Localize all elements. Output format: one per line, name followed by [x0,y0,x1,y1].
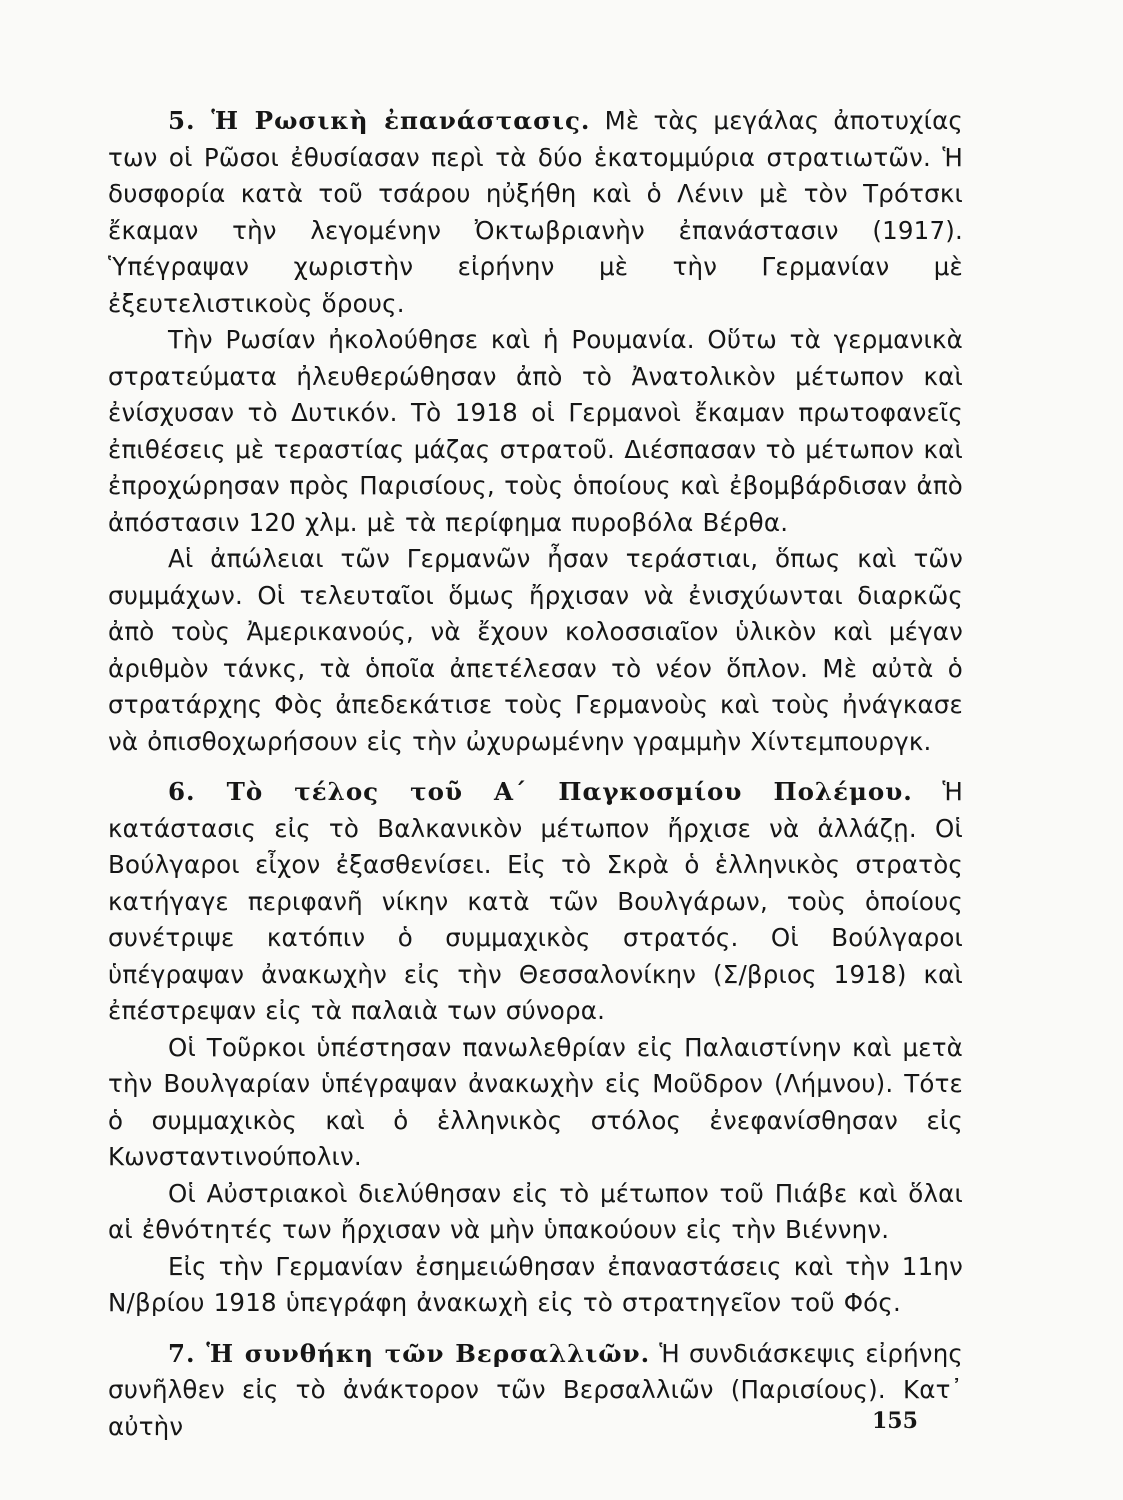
section-7-paragraph-1 [108,1336,963,1446]
section-7-heading: 7. Ἡ συνθήκη τῶν Βερσαλλιῶν. [168,1338,651,1368]
section-russian-revolution [108,103,963,760]
section-6-text-1: Ἡ κατάστασις εἰς τὸ Βαλκανικὸν μέτωπον ἤρχισε νὰ ἀλλάζῃ. Οἱ Βούλγαροι εἶχον ἐξασθενίσει. Εἰς τὸ Σκρὰ ὁ ἑλληνικὸς στρατὸς κατήγαγε περιφανῆ νίκην κατὰ τῶν Βουλγάρων, τοὺς ὁποίους συνέτριψε κατόπιν ὁ συμμαχικὸς στρατός. Οἱ Βούλγαροι ὑπέγραψαν ἀνακωχὴν εἰς τὴν Θεσσαλονίκην (Σ/βριος 1918) καὶ ἐπέστρεψαν εἰς τὰ παλαιὰ των σύνορα. [108,777,963,1025]
section-6-paragraph-3: Οἱ Αὐστριακοὶ διελύθησαν εἰς τὸ μέτωπον τοῦ Πιάβε καὶ ὅλαι αἱ ἐθνότητές των ἤρχισαν νὰ μὴν ὑπακούουν εἰς τὴν Βιέννην. [108,1178,963,1244]
section-6-heading: 6. Τὸ τέλος τοῦ Α΄ Παγκοσμίου Πολέμου. [168,777,913,806]
section-5-heading: 5. Ἡ Ρωσικὴ ἐπανάστασις. [168,106,591,135]
section-5-text-1: Μὲ τὰς μεγάλας ἀποτυχίας των οἱ Ρῶσοι ἐθυσίασαν περὶ τὰ δύο ἑκατομμύρια στρατιωτῶν. Ἡ δυσφορία κατὰ τοῦ τσάρου ηὐξήθη καὶ ὁ Λένιν μὲ τὸν Τρότσκι ἔκαμαν τὴν λεγομένην Ὀκτωβριανὴν ἐπανάστασιν (1917). Ὑπέγραψαν χωριστὴν εἰρήνην μὲ τὴν Γερμανίαν μὲ ἐξευτελιστικοὺς ὅρους. [108,106,964,318]
section-5-paragraph-2: Τὴν Ρωσίαν ἠκολούθησε καὶ ἡ Ρουμανία. Οὕτω τὰ γερμανικὰ στρατεύματα ἠλευθερώθησαν ἀπὸ τὸ Ἀνατολικὸν μέτωπον καὶ ἐνίσχυσαν τὸ Δυτικόν. Τὸ 1918 οἱ Γερμανοὶ ἔκαμαν πρωτοφανεῖς ἐπιθέσεις μὲ τεραστίας μάζας στρατοῦ. Διέσπασαν τὸ μέτωπον καὶ ἐπροχώρησαν πρὸς Παρισίους, τοὺς ὁποίους καὶ ἐβομβάρδισαν ἀπὸ ἀπόστασιν 120 χλμ. μὲ τὰ περίφημα πυροβόλα Βέρθα. [108,325,963,537]
page-number: 155 [872,1408,918,1434]
section-6-paragraph-2: Οἱ Τοῦρκοι ὑπέστησαν πανωλεθρίαν εἰς Παλαιστίνην καὶ μετὰ τὴν Βουλγαρίαν ὑπέγραψαν ἀνακωχὴν εἰς Μοῦδρον (Λήμνου). Τότε ὁ συμμαχικὸς καὶ ὁ ἑλληνικὸς στόλος ἐνεφανίσθησαν εἰς Κωνσταντινούπολιν. [108,1032,963,1171]
section-5-paragraph-1 [108,103,963,322]
section-6-paragraph-1 [108,774,963,1030]
section-5-paragraph-3: Αἱ ἀπώλειαι τῶν Γερμανῶν ἦσαν τεράστιαι, ὅπως καὶ τῶν συμμάχων. Οἱ τελευταῖοι ὅμως ἤρχισαν νὰ ἐνισχύωνται διαρκῶς ἀπὸ τοὺς Ἀμερικανούς, νὰ ἔχουν κολοσσιαῖον ὑλικὸν καὶ μέγαν ἀριθμὸν τάνκς, τὰ ὁποῖα ἀπετέλεσαν τὸ νέον ὅπλον. Μὲ αὐτὰ ὁ στρατάρχης Φὸς ἀπεδεκάτισε τοὺς Γερμανοὺς καὶ τοὺς ἠνάγκασε νὰ ὀπισθοχωρήσουν εἰς τὴν ὠχυρωμένην γραμμὴν Χίντεμπουργκ. [108,544,963,756]
section-end-of-war [108,774,963,1322]
section-7-text-1: Ἡ συνδιάσκεψις εἰρήνης συνῆλθεν εἰς τὸ ἀνάκτορον τῶν Βερσαλλιῶν (Παρισίους). Κατ᾽ αὐτὴν [108,1338,963,1441]
section-6-paragraph-4: Εἰς τὴν Γερμανίαν ἐσημειώθησαν ἐπαναστάσεις καὶ τὴν 11ην Ν/βρίου 1918 ὑπεγράφη ἀνακωχὴ εἰς τὸ στρατηγεῖον τοῦ Φός. [108,1251,963,1317]
section-versailles-treaty [108,1336,963,1446]
